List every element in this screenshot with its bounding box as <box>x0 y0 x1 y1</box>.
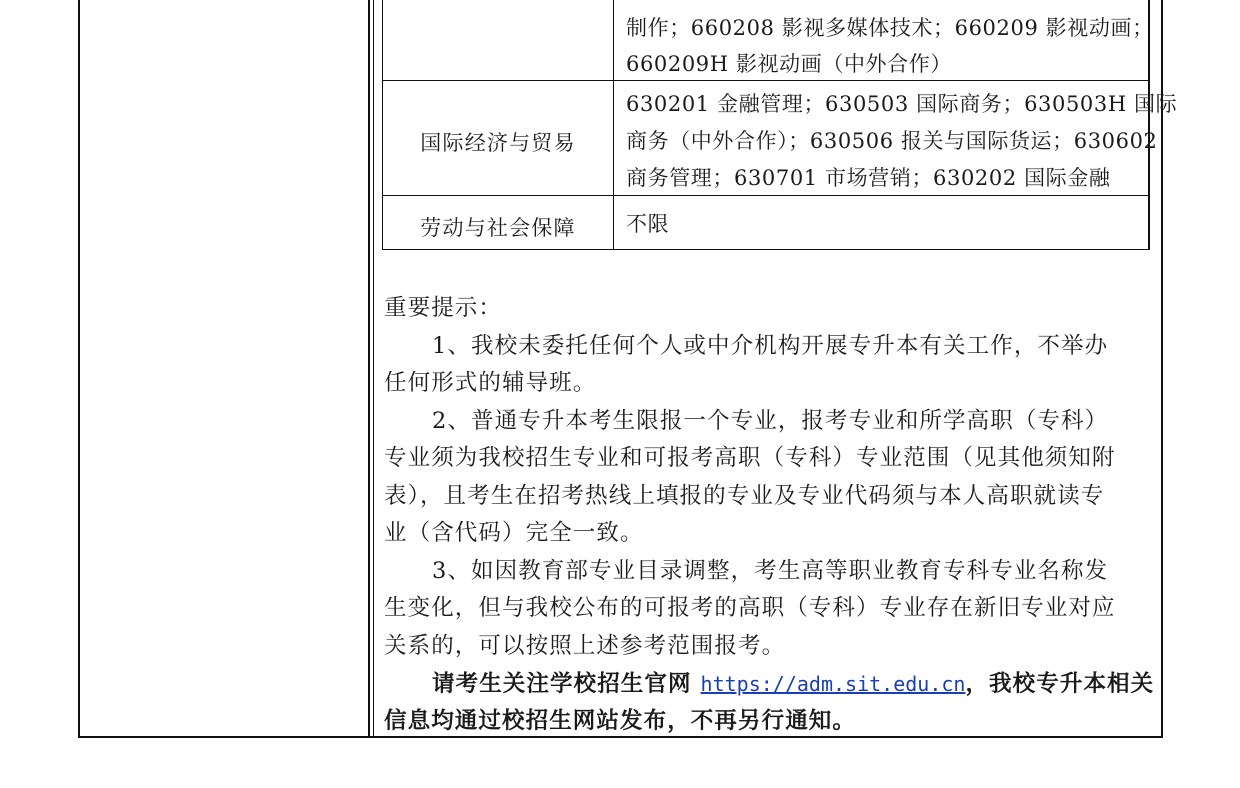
note-2-line4: 业（含代码）完全一致。 <box>384 520 644 546</box>
majors-cell-row1-line1: 630201 金融管理；630503 国际商务；630503H 国际 <box>626 92 1178 116</box>
website-notice-line2: 信息均通过校招生网站发布，不再另行通知。 <box>384 708 857 734</box>
note-1-line1: 1、我校未委托任何个人或中介机构开展专升本有关工作，不举办 <box>432 333 1109 359</box>
category-cell-labor: 劳动与社会保障 <box>420 216 576 240</box>
note-2-line3: 表），且考生在招考热线上填报的专业及专业代码须与本人高职就读专 <box>384 483 1105 509</box>
website-notice-prefix: 请考生关注学校招生官网 <box>432 671 701 697</box>
note-1-line2: 任何形式的辅导班。 <box>384 370 597 396</box>
note-3-line2: 生变化，但与我校公布的可报考的高职（专科）专业存在新旧专业对应 <box>384 595 1116 621</box>
category-cell-trade: 国际经济与贸易 <box>420 131 576 155</box>
website-notice-line1 <box>384 666 1154 703</box>
note-3-line1: 3、如因教育部专业目录调整，考生高等职业教育专科专业名称发 <box>432 558 1109 584</box>
admissions-website-link[interactable]: https://adm.sit.edu.cn <box>700 672 966 696</box>
majors-cell-row1-line3: 商务管理；630701 市场营销；630202 国际金融 <box>626 166 1111 190</box>
note-3-line3: 关系的，可以按照上述参考范围报考。 <box>384 633 786 659</box>
majors-cell-row0-line1: 制作；660208 影视多媒体技术；660209 影视动画； <box>626 16 1154 40</box>
outer-column-divider <box>368 0 370 738</box>
notes-heading: 重要提示： <box>384 295 503 321</box>
majors-cell-row1-line2: 商务（中外合作）；630506 报关与国际货运；630602 <box>626 129 1158 153</box>
inner-column-divider <box>613 0 614 250</box>
majors-cell-row2: 不限 <box>626 212 670 236</box>
majors-cell-row0-line2: 660209H 影视动画（中外合作） <box>626 52 952 76</box>
outer-column-divider-thin <box>373 0 374 738</box>
note-2-line1: 2、普通专升本考生限报一个专业，报考专业和所学高职（专科） <box>432 408 1109 434</box>
website-notice-suffix: ，我校专升本相关 <box>965 671 1155 697</box>
note-2-line2: 专业须为我校招生专业和可报考高职（专科）专业范围（见其他须知附 <box>384 445 1116 471</box>
